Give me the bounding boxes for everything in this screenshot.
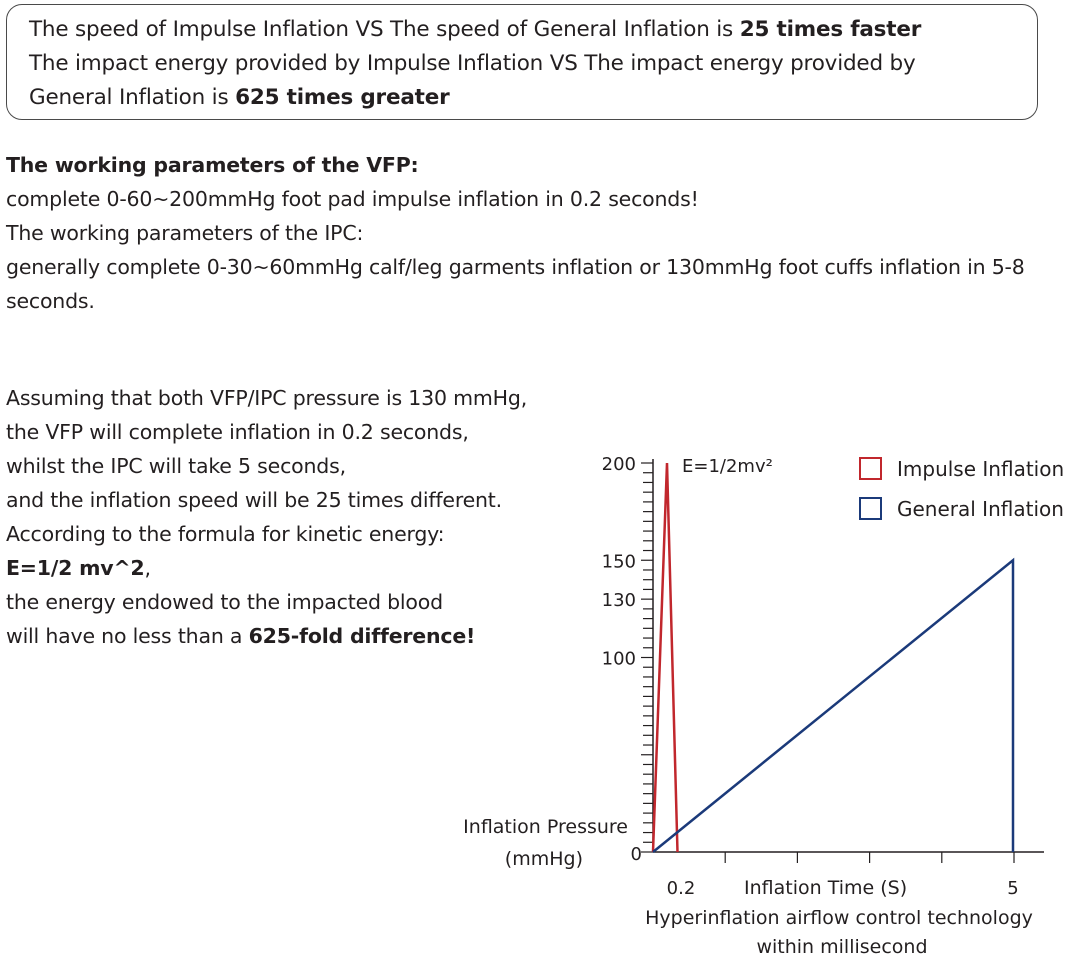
assumption-line-7: the energy endowed to the impacted blood xyxy=(6,590,443,614)
legend-swatch xyxy=(860,458,881,479)
legend xyxy=(860,457,1064,521)
ipc-text: generally complete 0-30~60mmHg calf/leg garments inflation or 130mmHg foot cuffs inflation in 5-8 seconds. xyxy=(6,255,1025,313)
series-layer xyxy=(653,463,1013,852)
caption-line-2: within millisecond xyxy=(756,936,928,958)
x-tick-label: 5 xyxy=(1007,878,1019,899)
y-tick-label: 130 xyxy=(601,590,636,612)
ipc-heading: The working parameters of the IPC: xyxy=(6,221,364,245)
summary-line-1-text: The speed of Impulse Inflation VS The speed of General Inflation is xyxy=(29,17,740,42)
legend-label: General Inflation xyxy=(897,497,1064,521)
legend-label: Impulse Inflation xyxy=(897,457,1065,481)
y-axis-label-line-1: Inflation Pressure xyxy=(463,816,628,838)
assumption-line-8-text: will have no less than a xyxy=(6,624,249,648)
y-tick-label: 200 xyxy=(601,454,636,475)
summary-line-1-bold: 25 times faster xyxy=(739,17,922,42)
caption-line-1: Hyperinflation airflow control technology xyxy=(645,907,1033,929)
y-axis-tick-labels xyxy=(602,454,636,670)
energy-annotation: E=1/2mv² xyxy=(682,456,773,477)
assumption-line-2: the VFP will complete inflation in 0.2 seconds, xyxy=(6,420,469,444)
assumption-line-4: and the inflation speed will be 25 times different. xyxy=(6,488,502,512)
origin-label: 0 xyxy=(630,844,642,865)
summary-line-3-text: General Inflation is xyxy=(29,85,236,110)
summary-line-3-bold: 625 times greater xyxy=(235,85,450,110)
x-tick-label: 0.2 xyxy=(666,878,696,899)
series-line-impulse xyxy=(653,463,678,852)
y-axis-label-line-2: (mmHg) xyxy=(504,848,583,870)
x-axis-label: Inflation Time (S) xyxy=(744,877,908,899)
vfp-text: complete 0-60~200mmHg foot pad impulse inflation in 0.2 seconds! xyxy=(6,187,699,211)
assumption-line-5: According to the formula for kinetic energy: xyxy=(6,522,445,546)
y-tick-label: 100 xyxy=(601,648,636,670)
formula-bold: E=1/2 mv^2 xyxy=(6,556,145,580)
y-tick-label: 150 xyxy=(601,551,636,573)
assumption-line-1: Assuming that both VFP/IPC pressure is 130 mmHg, xyxy=(6,386,528,410)
vfp-heading: The working parameters of the VFP: xyxy=(6,153,419,177)
series-line-general xyxy=(653,560,1013,852)
x-axis-ticks xyxy=(725,852,1014,863)
legend-swatch xyxy=(860,498,881,519)
summary-line-2: The impact energy provided by Impulse Inflation VS The impact energy provided by xyxy=(29,51,916,76)
assumption-line-3: whilst the IPC will take 5 seconds, xyxy=(6,454,346,478)
assumption-line-8-bold: 625-fold difference! xyxy=(248,624,476,648)
y-axis-minor-ticks xyxy=(641,463,653,852)
formula-suffix: , xyxy=(144,556,151,580)
